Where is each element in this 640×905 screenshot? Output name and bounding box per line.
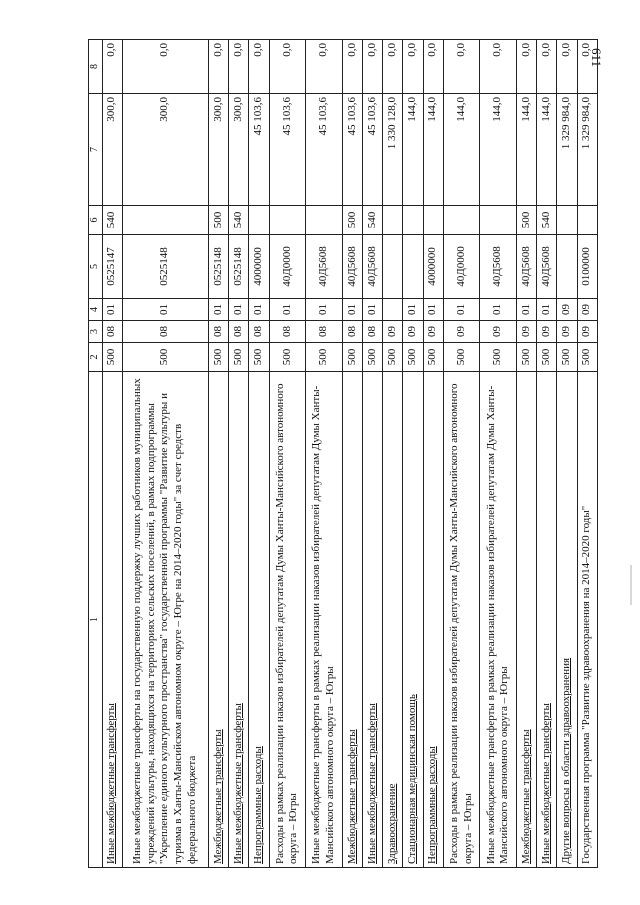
table-row <box>342 40 362 868</box>
cell-ministry-code: 500 <box>209 343 229 372</box>
table-row <box>122 40 208 868</box>
cell-ministry-code: 500 <box>537 343 557 372</box>
cell-ministry-code: 500 <box>269 343 306 372</box>
cell-name <box>577 372 597 868</box>
row-name-text: Иные межбюджетные трансферты <box>365 703 378 864</box>
table-row <box>102 40 122 868</box>
page-number: 611 <box>589 48 604 68</box>
table-row <box>443 40 480 868</box>
row-name-text: Непрограммные расходы <box>426 746 439 864</box>
cell-expense-type: 540 <box>102 206 122 235</box>
cell-section-code: 08 <box>102 321 122 343</box>
cell-ministry-code: 500 <box>443 343 480 372</box>
cell-amount: 144,0 <box>423 94 443 206</box>
cell-amount: 1 330 128,0 <box>383 94 403 206</box>
cell-expense-type <box>383 206 403 235</box>
cell-section-code: 09 <box>423 321 443 343</box>
cell-ministry-code: 500 <box>249 343 269 372</box>
cell-expense-type: 540 <box>537 206 557 235</box>
cell-amount: 300,0 <box>122 94 208 206</box>
cell-section-code: 09 <box>557 321 577 343</box>
col-header-3: 3 <box>89 321 103 343</box>
cell-amount-2: 0,0 <box>269 40 306 94</box>
cell-amount-2: 0,0 <box>229 40 249 94</box>
cell-subsection-code: 01 <box>517 299 537 321</box>
cell-ministry-code: 500 <box>102 343 122 372</box>
cell-expense-type <box>403 206 423 235</box>
cell-amount-2: 0,0 <box>122 40 208 94</box>
cell-section-code: 09 <box>577 321 597 343</box>
cell-section-code: 09 <box>443 321 480 343</box>
cell-expense-type <box>577 206 597 235</box>
row-name-text: Расходы в рамках реализации наказов избирателей депутатам Думы Ханты-Мансийского автономного округа – Югры <box>273 383 300 864</box>
cell-expense-type: 500 <box>342 206 362 235</box>
cell-target-article: 0525147 <box>102 235 122 299</box>
table-row <box>306 40 343 868</box>
table-row <box>249 40 269 868</box>
table-body <box>102 40 598 868</box>
cell-section-code: 08 <box>122 321 208 343</box>
col-header-5: 5 <box>89 235 103 299</box>
col-header-7: 7 <box>89 94 103 206</box>
row-name-text: Иные межбюджетные трансферты <box>231 703 244 864</box>
cell-name <box>537 372 557 868</box>
cell-ministry-code: 500 <box>423 343 443 372</box>
col-header-6: 6 <box>89 206 103 235</box>
cell-subsection-code <box>383 299 403 321</box>
cell-ministry-code: 500 <box>363 343 383 372</box>
cell-amount-2: 0,0 <box>577 40 597 94</box>
cell-amount: 45 103,6 <box>269 94 306 206</box>
table-row <box>537 40 557 868</box>
scan-edge-mark <box>630 565 632 605</box>
cell-amount: 144,0 <box>480 94 517 206</box>
cell-amount: 300,0 <box>229 94 249 206</box>
cell-subsection-code: 09 <box>577 299 597 321</box>
cell-target-article: 40Д0000 <box>443 235 480 299</box>
cell-name <box>209 372 229 868</box>
cell-section-code: 09 <box>403 321 423 343</box>
cell-amount-2: 0,0 <box>209 40 229 94</box>
cell-ministry-code: 500 <box>342 343 362 372</box>
cell-section-code: 08 <box>342 321 362 343</box>
cell-name <box>383 372 403 868</box>
cell-subsection-code: 01 <box>269 299 306 321</box>
row-name-text: Межбюджетные трансферты <box>345 729 358 864</box>
cell-subsection-code: 01 <box>209 299 229 321</box>
cell-section-code: 09 <box>383 321 403 343</box>
rotated-table-container <box>88 40 598 868</box>
table-row <box>403 40 423 868</box>
cell-ministry-code: 500 <box>122 343 208 372</box>
cell-section-code: 08 <box>306 321 343 343</box>
table-row <box>517 40 537 868</box>
row-name-text: Здравоохранение <box>385 783 398 864</box>
row-name-text: Иные межбюджетные трансферты <box>540 703 553 864</box>
cell-amount: 300,0 <box>209 94 229 206</box>
cell-target-article: 0525148 <box>209 235 229 299</box>
cell-expense-type <box>306 206 343 235</box>
cell-amount-2: 0,0 <box>517 40 537 94</box>
cell-amount: 45 103,6 <box>249 94 269 206</box>
cell-expense-type <box>480 206 517 235</box>
cell-expense-type <box>557 206 577 235</box>
cell-ministry-code: 500 <box>557 343 577 372</box>
cell-target-article: 40Д5608 <box>363 235 383 299</box>
col-header-8: 8 <box>89 40 103 94</box>
cell-amount: 144,0 <box>443 94 480 206</box>
cell-name <box>403 372 423 868</box>
cell-amount-2: 0,0 <box>249 40 269 94</box>
cell-target-article: 0525148 <box>122 235 208 299</box>
cell-name <box>557 372 577 868</box>
cell-target-article: 40Д5608 <box>306 235 343 299</box>
cell-name <box>480 372 517 868</box>
row-name-text: Иные межбюджетные трансферты <box>105 703 118 864</box>
table-row <box>363 40 383 868</box>
cell-target-article: 40Д5608 <box>342 235 362 299</box>
table-row <box>209 40 229 868</box>
cell-amount: 45 103,6 <box>342 94 362 206</box>
cell-subsection-code: 01 <box>480 299 517 321</box>
row-name-text: Расходы в рамках реализации наказов избирателей депутатам Думы Ханты-Мансийского автономного округа – Югры <box>447 383 474 864</box>
cell-amount: 1 329 984,0 <box>577 94 597 206</box>
cell-amount: 45 103,6 <box>363 94 383 206</box>
table-row <box>423 40 443 868</box>
row-name-text: Другие вопросы в области здравоохранения <box>560 657 573 864</box>
cell-expense-type <box>443 206 480 235</box>
cell-section-code: 08 <box>363 321 383 343</box>
cell-section-code: 08 <box>229 321 249 343</box>
row-name-text: Межбюджетные трансферты <box>519 729 532 864</box>
cell-name <box>102 372 122 868</box>
cell-section-code: 09 <box>517 321 537 343</box>
budget-table <box>88 39 598 868</box>
cell-target-article: 40Д5608 <box>537 235 557 299</box>
cell-amount-2: 0,0 <box>306 40 343 94</box>
cell-name <box>229 372 249 868</box>
col-header-1: 1 <box>89 372 103 868</box>
cell-subsection-code: 01 <box>363 299 383 321</box>
cell-subsection-code: 01 <box>423 299 443 321</box>
cell-name <box>517 372 537 868</box>
cell-target-article <box>383 235 403 299</box>
cell-amount: 144,0 <box>517 94 537 206</box>
row-name-text: Иные межбюджетные трансферты в рамках реализации наказов избирателей депутатам Думы Ханты-Мансийского автономного округа – Югры <box>310 385 337 864</box>
cell-amount-2: 0,0 <box>443 40 480 94</box>
cell-expense-type <box>249 206 269 235</box>
cell-section-code: 09 <box>480 321 517 343</box>
cell-target-article: 40Д5608 <box>480 235 517 299</box>
cell-name <box>249 372 269 868</box>
row-name-text: Стационарная медицинская помощь <box>406 694 419 864</box>
cell-subsection-code: 01 <box>537 299 557 321</box>
cell-ministry-code: 500 <box>517 343 537 372</box>
cell-section-code: 09 <box>537 321 557 343</box>
cell-ministry-code: 500 <box>403 343 423 372</box>
cell-amount-2: 0,0 <box>383 40 403 94</box>
cell-expense-type <box>423 206 443 235</box>
cell-amount-2: 0,0 <box>342 40 362 94</box>
cell-amount: 300,0 <box>102 94 122 206</box>
cell-subsection-code: 01 <box>306 299 343 321</box>
cell-subsection-code: 01 <box>249 299 269 321</box>
cell-ministry-code: 500 <box>306 343 343 372</box>
cell-ministry-code: 500 <box>577 343 597 372</box>
cell-target-article: 40Д5608 <box>517 235 537 299</box>
cell-name <box>443 372 480 868</box>
table-row <box>577 40 597 868</box>
row-name-text: Государственная программа "Развитие здравоохранения на 2014–2020 годы" <box>580 505 593 864</box>
cell-ministry-code: 500 <box>229 343 249 372</box>
row-name-text: Иные межбюджетные трансферты на государственную поддержку лучших работников муниципальных учреждений культуры, находящихся на территориях сельских поселений, в рамках подпрограммы "Укрепление единого культурного пространства" государственной программы "Развитие культуры и туризма в Ханты-Мансийском автономном округе – Югре на 2014–2020 годы" за счет средств федерального бюджета <box>130 378 198 864</box>
table-row <box>269 40 306 868</box>
cell-subsection-code: 01 <box>229 299 249 321</box>
cell-amount-2: 0,0 <box>363 40 383 94</box>
cell-target-article <box>557 235 577 299</box>
table-row <box>557 40 577 868</box>
cell-ministry-code: 500 <box>480 343 517 372</box>
cell-expense-type <box>122 206 208 235</box>
cell-section-code: 08 <box>209 321 229 343</box>
cell-name <box>122 372 208 868</box>
table-row <box>229 40 249 868</box>
cell-target-article: 0525148 <box>229 235 249 299</box>
cell-target-article: 4000000 <box>423 235 443 299</box>
cell-target-article: 40Д0000 <box>269 235 306 299</box>
cell-section-code: 08 <box>269 321 306 343</box>
cell-amount-2: 0,0 <box>102 40 122 94</box>
row-name-text: Иные межбюджетные трансферты в рамках реализации наказов избирателей депутатам Думы Ханты-Мансийского автономного округа – Югры <box>484 385 511 864</box>
cell-expense-type <box>269 206 306 235</box>
cell-amount-2: 0,0 <box>480 40 517 94</box>
cell-target-article: 4000000 <box>249 235 269 299</box>
cell-amount: 144,0 <box>537 94 557 206</box>
cell-subsection-code: 01 <box>403 299 423 321</box>
cell-subsection-code: 01 <box>102 299 122 321</box>
col-header-2: 2 <box>89 343 103 372</box>
cell-name <box>342 372 362 868</box>
cell-expense-type: 540 <box>229 206 249 235</box>
header-row <box>89 40 103 868</box>
cell-section-code: 08 <box>249 321 269 343</box>
cell-target-article: 0100000 <box>577 235 597 299</box>
cell-amount-2: 0,0 <box>403 40 423 94</box>
row-name-text: Непрограммные расходы <box>252 746 265 864</box>
table-row <box>480 40 517 868</box>
cell-amount: 1 329 984,0 <box>557 94 577 206</box>
col-header-4: 4 <box>89 299 103 321</box>
table-row <box>383 40 403 868</box>
cell-amount-2: 0,0 <box>557 40 577 94</box>
row-name-text: Межбюджетные трансферты <box>211 729 224 864</box>
cell-amount-2: 0,0 <box>423 40 443 94</box>
cell-name <box>269 372 306 868</box>
cell-amount: 45 103,6 <box>306 94 343 206</box>
cell-subsection-code: 01 <box>443 299 480 321</box>
cell-expense-type: 500 <box>517 206 537 235</box>
cell-target-article <box>403 235 423 299</box>
cell-ministry-code: 500 <box>383 343 403 372</box>
cell-name <box>306 372 343 868</box>
cell-subsection-code: 01 <box>122 299 208 321</box>
cell-amount: 144,0 <box>403 94 423 206</box>
cell-expense-type: 540 <box>363 206 383 235</box>
cell-subsection-code: 09 <box>557 299 577 321</box>
cell-subsection-code: 01 <box>342 299 362 321</box>
cell-name <box>363 372 383 868</box>
cell-expense-type: 500 <box>209 206 229 235</box>
cell-name <box>423 372 443 868</box>
cell-amount-2: 0,0 <box>537 40 557 94</box>
